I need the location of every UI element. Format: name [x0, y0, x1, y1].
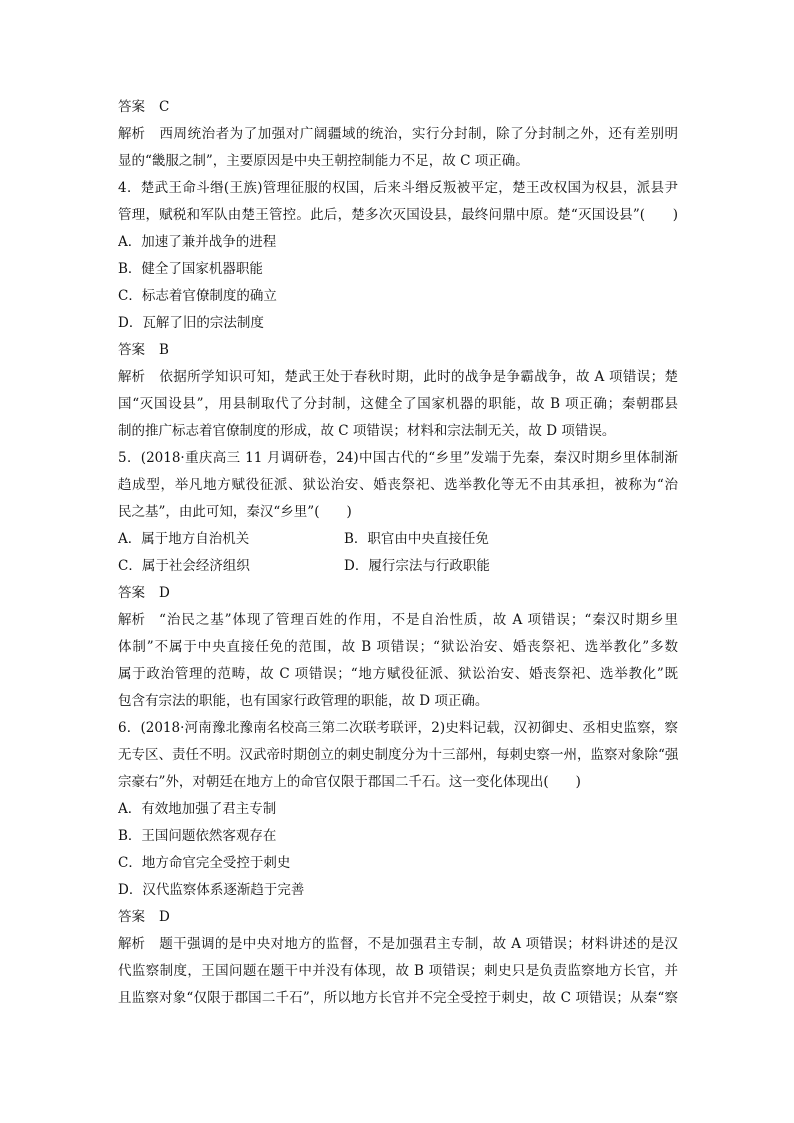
q4-option-b: B．健全了国家机器职能 — [118, 261, 263, 277]
q5-option-d: D．履行宗法与行政职能 — [344, 558, 490, 574]
q6-analysis-text: 题干强调的是中央对地方的监督，不是加强君主专制，故 A 项错误；材料讲述的是汉 — [159, 936, 678, 952]
analysis-label: 解析 — [118, 369, 145, 385]
q5-stem-line-3: 民之基”，由此可知，秦汉“乡里”( ) — [118, 504, 352, 520]
q6-stem-line-1: 6．(2018·河南豫北豫南名校高三第二次联考联评，2)史料记载，汉初御史、丞相史监察，察 — [118, 720, 678, 736]
q4-analysis-line-3: 制的推广标志着官僚制度的形成，故 C 项错误；材料和宗法制无关，故 D 项错误。 — [118, 423, 616, 439]
q4-answer-line — [118, 337, 678, 364]
q4-analysis-line-1 — [118, 364, 678, 391]
analysis-label: 解析 — [118, 126, 145, 142]
q3-answer-line — [118, 94, 678, 121]
q5-analysis-line-2: 体制”不属于中央直接任免的范围，故 B 项错误；“狱讼治安、婚丧祭祀、选举教化”多数 — [118, 639, 678, 655]
q6-analysis-line-3: 且监察对象“仅限于郡国二千石”，所以地方长官并不完全受控于刺史，故 C 项错误；从秦“察 — [118, 990, 678, 1006]
q4-answer: B — [159, 342, 169, 358]
q5-stem-line-1: 5．(2018·重庆高三 11 月调研卷，24)中国古代的“乡里”发端于先秦，秦汉时期乡里体制渐 — [118, 450, 678, 466]
q5-analysis-text: “治民之基”体现了管理百姓的作用，不是自治性质，故 A 项错误；“秦汉时期乡里 — [159, 612, 678, 628]
q5-option-a: A．属于地方自治机关 — [118, 531, 250, 547]
q5-option-c: C．属于社会经济组织 — [118, 558, 250, 574]
q4-option-a: A．加速了兼并战争的进程 — [118, 234, 277, 250]
q4-stem-line-1: 4．楚武王命斗缗(王族)管理征服的权国，后来斗缗反叛被平定，楚王改权国为权县，派县尹 — [118, 180, 678, 196]
q6-analysis-line-2: 代监察制度，王国问题在题干中并没有体现，故 B 项错误；刺史只是负责监察地方长官，并 — [118, 963, 678, 979]
q3-answer: C — [159, 99, 170, 115]
q6-option-a: A．有效地加强了君主专制 — [118, 801, 277, 817]
q5-analysis-line-1 — [118, 607, 678, 634]
q6-answer-line — [118, 904, 678, 931]
q4-stem-line-2: 管理，赋税和军队由楚王管控。此后，楚多次灭国设县，最终问鼎中原。楚“灭国设县”( ) — [118, 207, 678, 223]
q3-analysis-text: 西周统治者为了加强对广阔疆域的统治，实行分封制，除了分封制之外，还有差别明 — [159, 126, 678, 142]
analysis-label: 解析 — [118, 612, 145, 628]
q6-option-c: C．地方命官完全受控于刺史 — [118, 855, 291, 871]
q5-options-row-2 — [118, 553, 678, 580]
q6-analysis-line-1 — [118, 931, 678, 958]
analysis-label: 解析 — [118, 936, 145, 952]
answer-label: 答案 — [118, 585, 145, 601]
q4-option-d: D．瓦解了旧的宗法制度 — [118, 315, 264, 331]
q4-option-c: C．标志着官僚制度的确立 — [118, 288, 277, 304]
q5-answer-line — [118, 580, 678, 607]
q6-answer: D — [159, 909, 170, 925]
q6-option-b: B．王国问题依然客观存在 — [118, 828, 277, 844]
q6-stem-line-3: 宗豪右”外，对朝廷在地方上的命官仅限于郡国二千石。这一变化体现出( ) — [118, 774, 581, 790]
q4-analysis-line-2: 国“灭国设县”，用县制取代了分封制，这健全了国家机器的职能，故 B 项正确；秦朝郡县 — [118, 396, 678, 412]
q5-stem-line-2: 趋成型，举凡地方赋役征派、狱讼治安、婚丧祭祀、选举教化等无不由其承担，被称为“治 — [118, 477, 678, 493]
q5-analysis-line-3: 属于政治管理的范畴，故 C 项错误；“地方赋役征派、狱讼治安、婚丧祭祀、选举教化”既 — [118, 666, 678, 682]
q6-option-d: D．汉代监察体系逐渐趋于完善 — [118, 882, 305, 898]
answer-label: 答案 — [118, 909, 145, 925]
q5-analysis-line-4: 包含有宗法的职能，也有国家行政管理的职能，故 D 项正确。 — [118, 693, 489, 709]
page-content — [118, 94, 678, 1012]
q4-analysis-text: 依据所学知识可知，楚武王处于春秋时期，此时的战争是争霸战争，故 A 项错误；楚 — [159, 369, 678, 385]
q6-stem-line-2: 无专区、责任不明。汉武帝时期创立的刺史制度分为十三部州，每刺史察一州，监察对象除“强 — [118, 747, 678, 763]
q5-option-b: B．职官由中央直接任免 — [344, 531, 489, 547]
q5-answer: D — [159, 585, 170, 601]
answer-label: 答案 — [118, 99, 145, 115]
q3-analysis-line-2: 显的“畿服之制”，主要原因是中央王朝控制能力不足，故 C 项正确。 — [118, 153, 529, 169]
answer-label: 答案 — [118, 342, 145, 358]
q5-options-row-1 — [118, 526, 678, 553]
q3-analysis-line-1 — [118, 121, 678, 148]
